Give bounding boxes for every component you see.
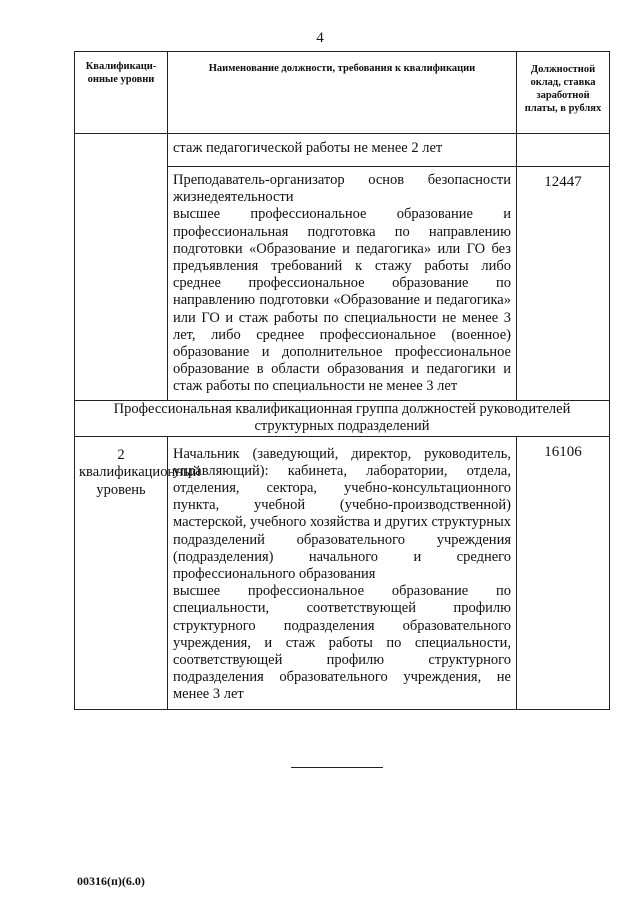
head-position-cell xyxy=(168,436,517,709)
header-salary: Должностной оклад, ставка заработной платы, в рублях xyxy=(517,52,610,134)
head-salary: 16106 xyxy=(517,436,610,709)
head-requirements: высшее профессиональное образование по специальности, соответствующей профилю структурного подразделения образовательного учреждения, и стаж работы по специальности, соответствующей профилю структурного подразделения образовательного учреждения, не менее 3 лет xyxy=(173,583,511,703)
table-row xyxy=(75,436,610,709)
teacher-requirements: высшее профессиональное образование и профессиональная подготовка по направлению подготовки «Образование и педагогика» или ГО без предъявления требований к стажу работы либо среднее профессиональное образование по направлению подготовки «Образование и педагогика» или ГО и стаж работы по специальности не менее 3 лет, либо среднее профессиональное (военное) образование и дополнительное профессиональное образование в области образования и педагогики и стаж работы по специальности не менее 3 лет xyxy=(173,206,511,395)
teacher-position-title: Преподаватель-организатор основ безопасности жизнедеятельности xyxy=(173,172,511,206)
table-row xyxy=(75,400,610,436)
empty-salary-cell xyxy=(517,134,610,167)
document-code: 00316(п)(6.0) xyxy=(77,874,145,888)
teacher-position-cell xyxy=(168,167,517,401)
table-header-row xyxy=(75,52,610,134)
empty-level-cell xyxy=(75,134,168,401)
continuation-text: стаж педагогической работы не менее 2 лет xyxy=(168,134,517,167)
page-number: 4 xyxy=(316,30,324,46)
qualification-level: 2 квалификационный уровень xyxy=(75,436,168,709)
head-position-title: Начальник (заведующий, директор, руководитель, управляющий): кабинета, лаборатории, отдела, отделения, сектора, учебно-консультационного пункта, учебной (учебно-производственной) мастерской, учебного хозяйства и других структурных подразделений образовательного учреждения (подразделения) начального и среднего профессионального образования xyxy=(173,445,511,583)
teacher-salary: 12447 xyxy=(517,167,610,401)
bottom-rule xyxy=(291,767,383,768)
table-row xyxy=(75,134,610,167)
group-heading: Профессиональная квалификационная группа должностей руководителей структурных подразделений xyxy=(75,400,610,436)
qualification-table xyxy=(74,51,610,710)
header-qualification-levels: Квалификаци-онные уровни xyxy=(75,52,168,134)
header-position-requirements: Наименование должности, требования к квалификации xyxy=(168,52,517,134)
